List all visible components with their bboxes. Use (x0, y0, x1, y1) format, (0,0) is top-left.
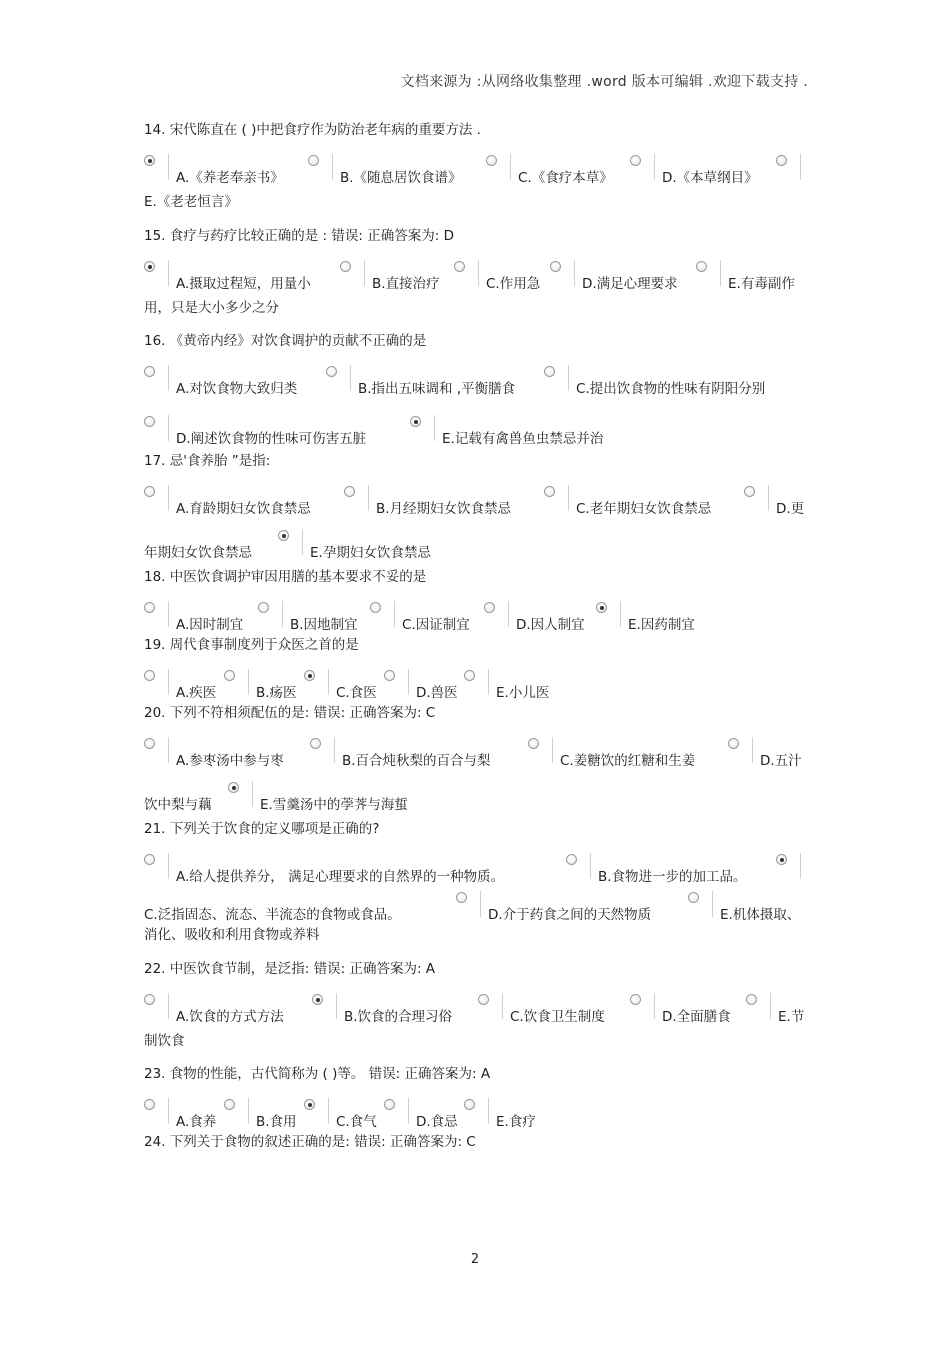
divider (800, 853, 801, 879)
divider (168, 853, 169, 879)
radio-icon[interactable] (384, 1099, 395, 1110)
options-17-row2 (144, 529, 810, 569)
option-label: D.兽医 (416, 685, 458, 701)
radio-icon[interactable] (744, 486, 755, 497)
divider (248, 669, 249, 695)
option-label: C.姜糖饮的红糖和生姜 (560, 753, 696, 769)
radio-icon[interactable] (144, 366, 155, 377)
radio-icon[interactable] (258, 602, 269, 613)
radio-checked-icon[interactable] (312, 994, 323, 1005)
divider (720, 260, 721, 286)
divider (770, 993, 771, 1019)
radio-icon[interactable] (630, 994, 641, 1005)
page-header: 文档来源为 :从网络收集整理 .word 版本可编辑 .欢迎下载支持 . (400, 74, 808, 90)
radio-icon[interactable] (484, 602, 495, 613)
option-label: E.孕期妇女饮食禁忌 (310, 545, 431, 561)
option-label: C.饮食卫生制度 (510, 1008, 605, 1025)
radio-checked-icon[interactable] (278, 530, 289, 541)
divider (768, 485, 769, 511)
option-label: C.食气 (336, 1114, 377, 1130)
divider (502, 993, 503, 1019)
options-23 (144, 1098, 810, 1138)
option-label: D.五汁 (760, 753, 802, 769)
options-14 (144, 154, 810, 194)
divider (654, 154, 655, 180)
options-22 (144, 993, 810, 1033)
option-label: A.因时制宜 (176, 617, 244, 633)
option-label: E.食疗 (496, 1114, 536, 1130)
radio-checked-icon[interactable] (228, 782, 239, 793)
radio-icon[interactable] (776, 155, 787, 166)
divider (712, 891, 713, 917)
options-15 (144, 260, 810, 300)
option-label: D.阐述饮食物的性味可伤害五脏 (176, 431, 367, 447)
option-label: E.记载有禽兽鱼虫禁忌并治 (442, 431, 604, 447)
option-label: B.百合炖秋梨的百合与梨 (342, 753, 491, 769)
option-label: B.疡医 (256, 685, 297, 701)
option-label: A.疾医 (176, 685, 217, 701)
radio-checked-icon[interactable] (410, 416, 421, 427)
option-label: B.因地制宜 (290, 617, 358, 633)
radio-checked-icon[interactable] (304, 670, 315, 681)
radio-icon[interactable] (550, 261, 561, 272)
divider (168, 154, 169, 180)
divider (568, 365, 569, 391)
divider (168, 993, 169, 1019)
question-19: 19. 周代食事制度列于众医之首的是 (144, 637, 359, 653)
question-22: 22. 中医饮食节制，是泛指: 错误: 正确答案为: A (144, 960, 436, 977)
divider (368, 485, 369, 511)
option-label: B.饮食的合理习俗 (344, 1008, 453, 1025)
radio-icon[interactable] (464, 1099, 475, 1110)
radio-icon[interactable] (544, 486, 555, 497)
radio-icon[interactable] (144, 738, 155, 749)
radio-icon[interactable] (340, 261, 351, 272)
divider (568, 485, 569, 511)
option-15e-label-cont: 用，只是大小多少之分 (144, 299, 279, 316)
divider (350, 365, 351, 391)
divider (488, 669, 489, 695)
option-label: A.对饮食物大致归类 (176, 381, 298, 397)
options-17 (144, 485, 810, 525)
divider (654, 993, 655, 1019)
option-label: B.《随息居饮食谱》 (340, 170, 462, 186)
divider (168, 601, 169, 627)
options-19 (144, 669, 810, 709)
radio-icon[interactable] (310, 738, 321, 749)
options-21 (144, 853, 810, 893)
radio-icon[interactable] (144, 416, 155, 427)
question-16: 16. 《黄帝内经》对饮食调护的贡献不正确的是 (144, 333, 427, 349)
option-label: C.提出饮食物的性味有阴阳分别 (576, 381, 766, 397)
question-15: 15. 食疗与药疗比较正确的是 : 错误: 正确答案为: D (144, 227, 454, 244)
option-label: E.因药制宜 (628, 617, 695, 633)
divider (478, 260, 479, 286)
question-23: 23. 食物的性能，古代简称为 ( )等。 错误: 正确答案为: A (144, 1066, 491, 1082)
radio-icon[interactable] (370, 602, 381, 613)
option-20d-label-cont: 饮中梨与藕 (144, 797, 212, 813)
question-18: 18. 中医饮食调护审因用膳的基本要求不妥的是 (144, 569, 427, 585)
options-20 (144, 737, 810, 777)
radio-checked-icon[interactable] (776, 854, 787, 865)
divider (328, 1098, 329, 1124)
option-label: A.饮食的方式方法 (176, 1008, 284, 1025)
radio-icon[interactable] (144, 854, 155, 865)
option-14e-label: E.《老老恒言》 (144, 194, 238, 210)
option-label: C.因证制宜 (402, 617, 470, 633)
option-label: D.更 (776, 501, 805, 517)
option-label: D.满足心理要求 (582, 275, 678, 292)
divider (248, 1098, 249, 1124)
radio-checked-icon[interactable] (304, 1099, 315, 1110)
question-24: 24. 下列关于食物的叙述正确的是: 错误: 正确答案为: C (144, 1134, 476, 1150)
option-label: D.全面膳食 (662, 1008, 731, 1025)
option-label: B.食物进一步的加工品。 (598, 869, 747, 885)
divider (168, 365, 169, 391)
option-label: D.介于药食之间的天然物质 (488, 907, 652, 923)
options-18 (144, 601, 810, 641)
option-label: A.食养 (176, 1114, 217, 1130)
page-number: 2 (470, 1252, 480, 1267)
option-label: B.指出五味调和 ,平衡膳食 (358, 381, 516, 397)
divider (552, 737, 553, 763)
radio-icon[interactable] (144, 486, 155, 497)
radio-checked-icon[interactable] (144, 261, 155, 272)
radio-icon[interactable] (688, 892, 699, 903)
option-label: E.有毒副作 (728, 275, 795, 292)
radio-checked-icon[interactable] (144, 155, 155, 166)
radio-icon[interactable] (486, 155, 497, 166)
divider (302, 529, 303, 555)
options-16-row2 (144, 415, 810, 455)
divider (620, 601, 621, 627)
divider (434, 415, 435, 441)
option-21e-label-cont: 消化、吸收和利用食物或养料 (144, 927, 320, 943)
divider (282, 601, 283, 627)
option-label: E.机体摄取、 (720, 907, 801, 923)
divider (510, 154, 511, 180)
divider (332, 154, 333, 180)
divider (328, 669, 329, 695)
option-label: D.因人制宜 (516, 617, 585, 633)
divider (800, 154, 801, 180)
options-21-row2 (144, 903, 810, 943)
radio-icon[interactable] (544, 366, 555, 377)
options-16 (144, 365, 810, 405)
divider (480, 891, 481, 917)
divider (168, 669, 169, 695)
radio-icon[interactable] (728, 738, 739, 749)
radio-icon[interactable] (344, 486, 355, 497)
divider (168, 260, 169, 286)
option-label: A.摄取过程短，用量小 (176, 275, 311, 292)
radio-icon[interactable] (454, 261, 465, 272)
divider (752, 737, 753, 763)
option-label: A.《养老奉亲书》 (176, 170, 284, 186)
divider (168, 737, 169, 763)
question-21: 21. 下列关于饮食的定义哪项是正确的? (144, 821, 380, 837)
option-22e-label-cont: 制饮食 (144, 1032, 185, 1049)
radio-icon[interactable] (566, 854, 577, 865)
radio-icon[interactable] (144, 994, 155, 1005)
divider (408, 1098, 409, 1124)
option-label: D.食忌 (416, 1114, 458, 1130)
options-20-row2 (144, 781, 810, 821)
radio-icon[interactable] (478, 994, 489, 1005)
divider (574, 260, 575, 286)
option-label: E.节 (778, 1008, 805, 1025)
divider (508, 601, 509, 627)
radio-icon[interactable] (746, 994, 757, 1005)
radio-icon[interactable] (224, 1099, 235, 1110)
option-label: B.直接治疗 (372, 275, 440, 292)
option-label: C.食医 (336, 685, 377, 701)
radio-icon[interactable] (326, 366, 337, 377)
option-label: E.小儿医 (496, 685, 550, 701)
option-21c-label: C.泛指固态、流态、半流态的食物或食品。 (144, 907, 401, 923)
divider (488, 1098, 489, 1124)
divider (590, 853, 591, 879)
radio-icon[interactable] (144, 602, 155, 613)
radio-icon[interactable] (630, 155, 641, 166)
question-14: 14. 宋代陈直在 ( )中把食疗作为防治老年病的重要方法 . (144, 122, 481, 138)
option-label: D.《本草纲目》 (662, 170, 758, 186)
radio-icon[interactable] (464, 670, 475, 681)
divider (252, 781, 253, 807)
option-label: A.参枣汤中参与枣 (176, 753, 284, 769)
divider (394, 601, 395, 627)
divider (168, 1098, 169, 1124)
divider (168, 415, 169, 441)
radio-icon[interactable] (696, 261, 707, 272)
question-20: 20. 下列不符相须配伍的是: 错误: 正确答案为: C (144, 705, 436, 721)
question-17: 17. 忌'食养胎 ”是指: (144, 453, 271, 469)
divider (336, 993, 337, 1019)
option-label: C.《食疗本草》 (518, 170, 613, 186)
radio-icon[interactable] (528, 738, 539, 749)
option-label: E.雪羹汤中的荸荠与海蜇 (260, 797, 408, 813)
option-label: A.育龄期妇女饮食禁忌 (176, 501, 311, 517)
radio-icon[interactable] (308, 155, 319, 166)
divider (408, 669, 409, 695)
option-label: C.老年期妇女饮食禁忌 (576, 501, 712, 517)
option-label: B.月经期妇女饮食禁忌 (376, 501, 512, 517)
radio-checked-icon[interactable] (596, 602, 607, 613)
divider (168, 485, 169, 511)
option-label: A.给人提供养分， 满足心理要求的自然界的一种物质。 (176, 869, 505, 885)
option-17d-label-cont: 年期妇女饮食禁忌 (144, 545, 252, 561)
divider (334, 737, 335, 763)
radio-icon[interactable] (224, 670, 235, 681)
radio-icon[interactable] (456, 892, 467, 903)
radio-icon[interactable] (144, 670, 155, 681)
divider (364, 260, 365, 286)
radio-icon[interactable] (384, 670, 395, 681)
question-list (144, 120, 810, 1152)
option-label: C.作用急 (486, 275, 541, 292)
option-label: B.食用 (256, 1114, 297, 1130)
radio-icon[interactable] (144, 1099, 155, 1110)
